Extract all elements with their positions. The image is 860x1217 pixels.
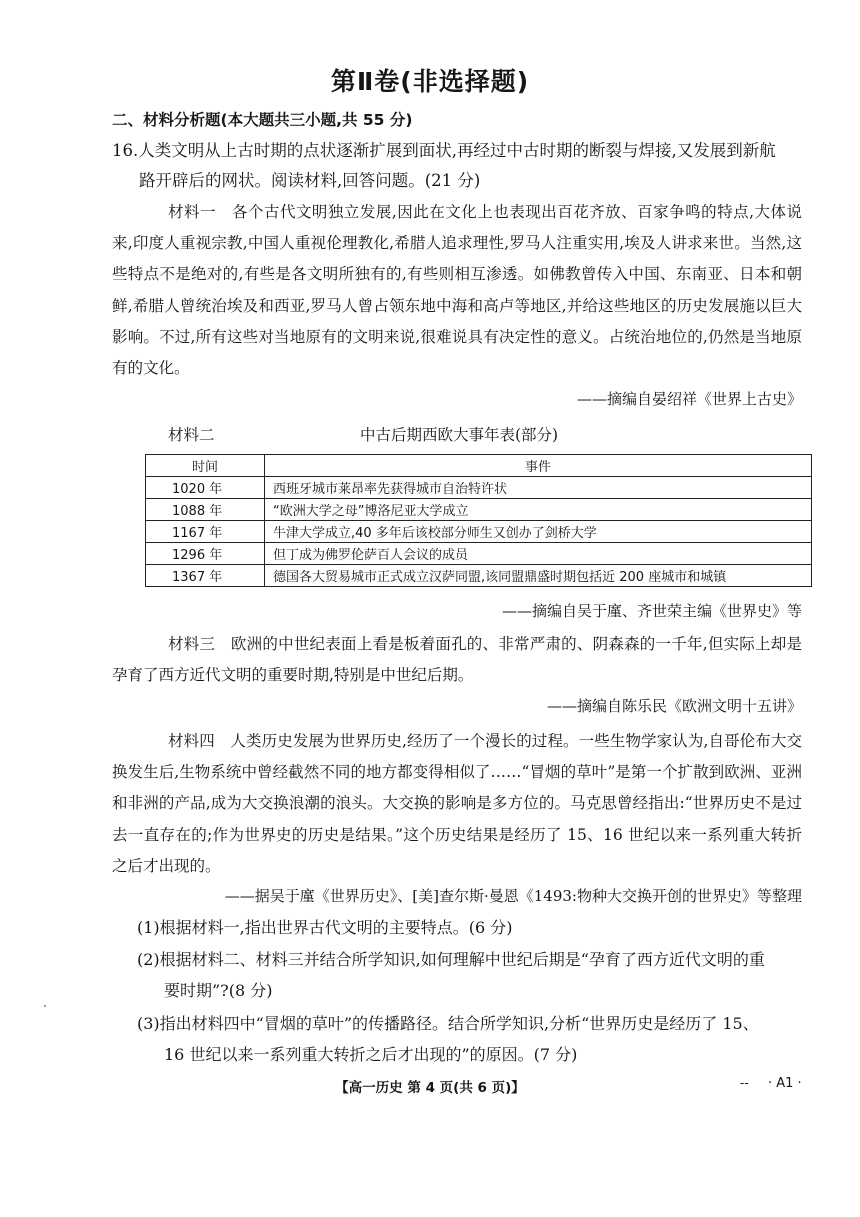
row-event: 西班牙城市莱昂率先获得城市自治特许状: [265, 477, 812, 499]
material-3-source: ——摘编自陈乐民《欧洲文明十五讲》: [546, 697, 802, 715]
subquestion-1: [137, 912, 817, 943]
material-3: [112, 629, 802, 691]
table-row: [146, 499, 812, 521]
material-3-text: 欧洲的中世纪表面上看是板着面孔的、非常严肃的、阴森森的一千年,但实际上却是孕育了西方近代文明的重要时期,特别是中世纪后期。: [112, 635, 802, 685]
row-year: 1020 年: [146, 477, 265, 499]
paper-title: 第Ⅱ卷(非选择题): [330, 67, 530, 96]
material-1-text: 各个古代文明独立发展,因此在文化上也表现出百花齐放、百家争鸣的特点,大体说来,印度人重视宗教,中国人重视伦理教化,希腊人追求理性,罗马人注重实用,埃及人讲求来世。当然,这些特点不是绝对的,有些是各文明所独有的,有些则相互渗透。如佛教曾传入中国、东南亚、日本和朝鲜,希腊人曾统治埃及和西亚,罗马人曾占领东地中海和高卢等地区,并给这些地区的历史发展施以巨大影响。不过,所有这些对当地原有的文明来说,很难说具有决定性的意义。占统治地位的,仍然是当地原有的文化。: [112, 203, 802, 378]
table-row: [146, 477, 812, 499]
header-event: 事件: [265, 455, 812, 477]
row-event: 但丁成为佛罗伦萨百人会议的成员: [265, 543, 812, 565]
row-year: 1088 年: [146, 499, 265, 521]
page-footer: 【高一历史 第 4 页(共 6 页)】: [335, 1080, 525, 1096]
table-title: 中古后期西欧大事年表(部分): [360, 426, 559, 444]
question-16-line1: 16.人类文明从上古时期的点状逐渐扩展到面状,再经过中古时期的断裂与焊接,又发展到新航: [112, 141, 776, 160]
table-header-row: [146, 455, 812, 477]
material-1-source: ——摘编自晏绍祥《世界上古史》: [576, 390, 802, 408]
material-1-label: 材料一: [168, 203, 216, 221]
row-event: “欧洲大学之母”博洛尼亚大学成立: [265, 499, 812, 521]
material-4-text: 人类历史发展为世界历史,经历了一个漫长的过程。一些生物学家认为,自哥伦布大交换发生后,生物系统中曾经截然不同的地方都变得相似了……“冒烟的草叶”是第一个扩散到欧洲、亚洲和非洲的产品,成为大交换浪潮的浪头。大交换的影响是多方位的。马克思曾经指出:“世界历史不是过去一直存在的;作为世界史的历史是结果。”这个历史结果是经历了 15、16 世纪以来一系列重大转折之后才出现的。: [112, 732, 802, 875]
row-event: 牛津大学成立,40 多年后该校部分师生又创办了剑桥大学: [265, 521, 812, 543]
subquestion-1-text: (1)根据材料一,指出世界古代文明的主要特点。(6 分): [137, 918, 513, 937]
subquestion-3-line1: (3)指出材料四中“冒烟的草叶”的传播路径。结合所学知识,分析“世界历史是经历了 15、: [137, 1014, 759, 1033]
subquestion-2: [137, 944, 817, 1006]
material-2-source: ——摘编自吴于廑、齐世荣主编《世界史》等: [501, 602, 802, 620]
subquestion-2-line2: 要时期”?(8 分): [164, 981, 273, 1000]
table-row: [146, 565, 812, 587]
row-year: 1167 年: [146, 521, 265, 543]
footer-dash: --: [740, 1076, 749, 1090]
table-row: [146, 543, 812, 565]
subquestion-3-line2: 16 世纪以来一系列重大转折之后才出现的”的原因。(7 分): [164, 1045, 578, 1064]
events-table: [145, 454, 812, 587]
material-4-label: 材料四: [168, 732, 215, 750]
material-2-label: 材料二: [168, 426, 215, 444]
question-16-stem: [112, 136, 802, 196]
row-year: 1296 年: [146, 543, 265, 565]
subquestion-2-line1: (2)根据材料二、材料三并结合所学知识,如何理解中世纪后期是“孕育了西方近代文明的重: [137, 950, 765, 969]
table-row: [146, 521, 812, 543]
material-4: [112, 726, 802, 882]
row-year: 1367 年: [146, 565, 265, 587]
row-event: 德国各大贸易城市正式成立汉萨同盟,该同盟鼎盛时期包括近 200 座城市和城镇: [265, 565, 812, 587]
header-time: 时间: [146, 455, 265, 477]
scan-speck: [44, 1005, 46, 1007]
subquestion-3: [137, 1008, 817, 1070]
footer-code: · A1 ·: [768, 1076, 802, 1091]
material-1: [112, 197, 802, 384]
material-3-label: 材料三: [168, 635, 216, 653]
section-heading: 二、材料分析题(本大题共三小题,共 55 分): [112, 111, 413, 129]
question-16-line2: 路开辟后的网状。阅读材料,回答问题。(21 分): [139, 171, 481, 190]
material-4-source: ——据吴于廑《世界历史》、[美]查尔斯·曼恩《1493:物种大交换开创的世界史》等整理: [224, 887, 802, 905]
